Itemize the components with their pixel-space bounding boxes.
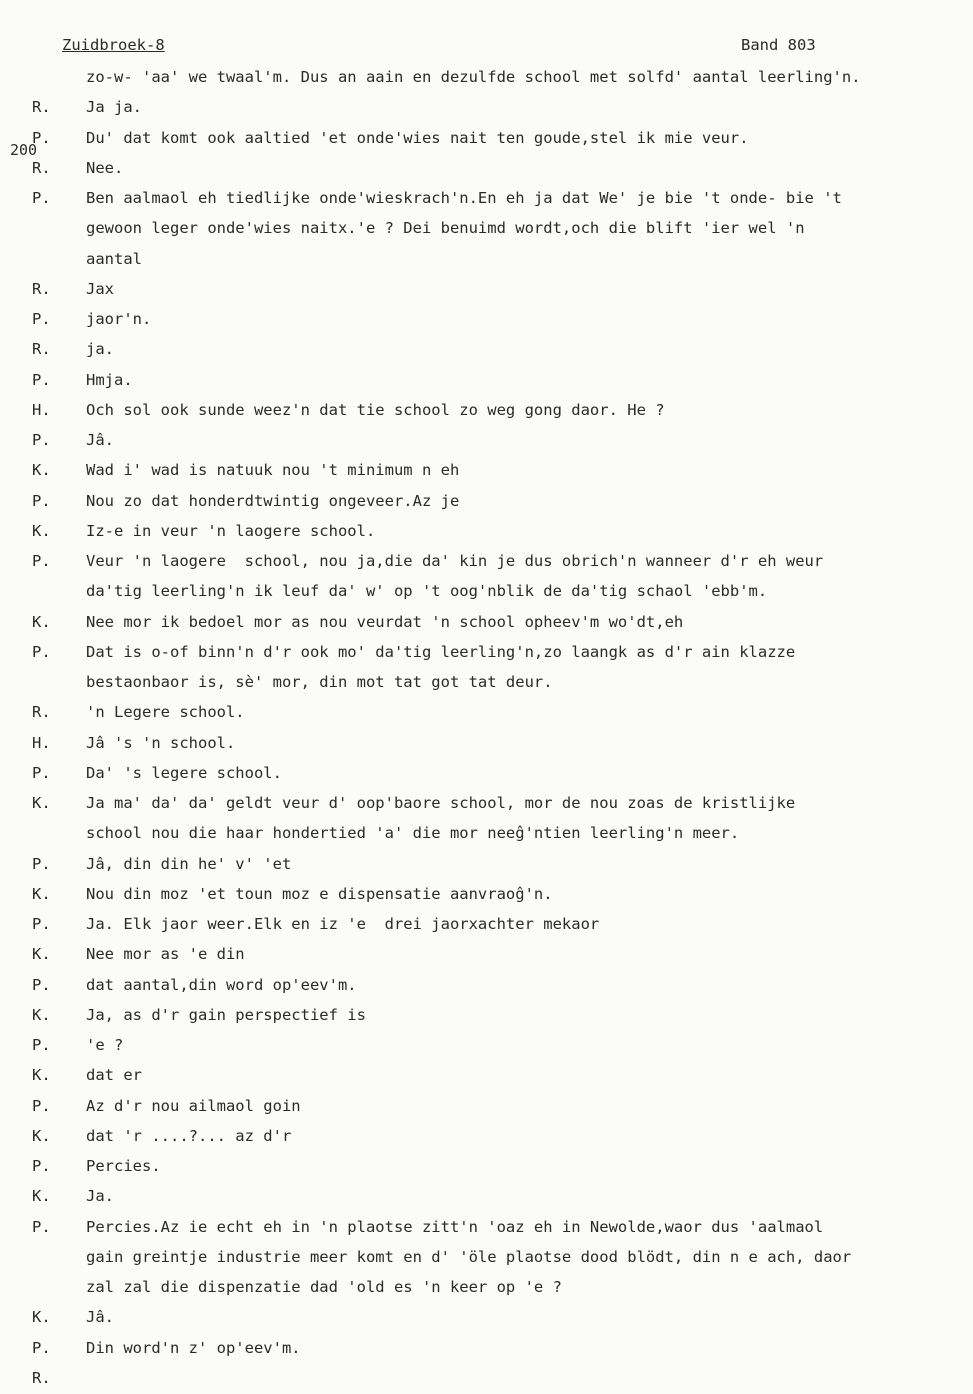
- speaker-label: K.: [32, 521, 51, 540]
- speaker-label: P.: [32, 1096, 51, 1115]
- speaker-label: K.: [32, 945, 51, 964]
- utterance-text: Nee mor as 'e din: [86, 945, 245, 964]
- speaker-label: P.: [32, 370, 51, 389]
- transcript-line: [0, 183, 973, 213]
- transcript-line: [0, 92, 973, 122]
- transcript-line: [0, 849, 973, 879]
- margin-number: 200: [10, 141, 38, 159]
- transcript-line: [0, 607, 973, 637]
- speaker-label: H.: [32, 733, 51, 752]
- transcript-line: [0, 395, 973, 425]
- transcript-line: [0, 939, 973, 969]
- speaker-label: R.: [32, 340, 51, 359]
- speaker-label: R.: [32, 98, 51, 117]
- utterance-text: Nou zo dat honderdtwintig ongeveer.Az je: [86, 491, 460, 510]
- speaker-label: P.: [32, 1157, 51, 1175]
- utterance-text: Och sol ook sunde weez'n dat tie school zo weg gong daor. He ?: [86, 400, 665, 419]
- utterance-text: dat er: [86, 1066, 142, 1085]
- speaker-label: R.: [32, 1368, 51, 1387]
- transcript-line: [0, 758, 973, 788]
- utterance-text: 'n Legere school.: [86, 703, 245, 722]
- speaker-label: P.: [32, 431, 51, 449]
- transcript-line: [0, 244, 973, 274]
- utterance-text: Veur 'n laogere school, nou ja,die da' kin je dus obrich'n wanneer d'r eh weur: [86, 552, 824, 570]
- transcript-line: [0, 1272, 973, 1302]
- utterance-text: Nee mor ik bedoel mor as nou veurdat 'n school opheev'm wo'dt,eh: [86, 612, 684, 631]
- transcript-line: [0, 1030, 973, 1060]
- utterance-text: zal zal die dispenzatie dad 'old es 'n keer op 'e ?: [86, 1278, 562, 1296]
- transcript-line: [0, 1242, 973, 1272]
- utterance-text: Ja ja.: [86, 98, 142, 117]
- speaker-label: R.: [32, 158, 51, 177]
- utterance-text: school nou die haar hondertied 'a' die mor neeĝ'ntien leerling'n meer.: [86, 824, 740, 843]
- transcript-line: [0, 516, 973, 546]
- utterance-text: Iz-e in veur 'n laogere school.: [86, 521, 376, 540]
- utterance-text: Az d'r nou ailmaol goin: [86, 1096, 301, 1115]
- transcript-line: [0, 1181, 973, 1211]
- transcript-line: [0, 970, 973, 1000]
- speaker-label: K.: [32, 461, 51, 480]
- transcript-line: [0, 425, 973, 455]
- speaker-label: P.: [32, 189, 51, 207]
- transcript-line: [0, 697, 973, 727]
- speaker-label: P.: [32, 975, 51, 994]
- speaker-label: K.: [32, 1066, 51, 1085]
- utterance-text: aantal: [86, 249, 142, 268]
- transcript-line: [0, 1212, 973, 1242]
- page-header-right: Band 803: [741, 36, 816, 54]
- transcript-line: [0, 1000, 973, 1030]
- utterance-text: Wad i' wad is natuuk nou 't minimum n eh: [86, 461, 460, 480]
- transcript-line: [0, 123, 973, 153]
- utterance-text: zo-w- 'aa' we twaal'm. Dus an aain en dezulfde school met solfd' aantal leerling'n.: [86, 68, 861, 86]
- utterance-text: Ja ma' da' da' geldt veur d' oop'baore school, mor de nou zoas de kristlijke: [86, 794, 796, 812]
- transcript-line: [0, 1302, 973, 1332]
- speaker-label: P.: [32, 763, 51, 782]
- transcript-line: [0, 788, 973, 818]
- speaker-label: P.: [32, 552, 51, 570]
- speaker-label: P.: [32, 310, 51, 328]
- transcript: [0, 62, 973, 1393]
- transcript-line: [0, 1151, 973, 1181]
- speaker-label: P.: [32, 642, 51, 661]
- speaker-label: P.: [32, 1036, 51, 1054]
- speaker-label: P.: [32, 915, 51, 933]
- utterance-text: 'e ?: [86, 1036, 124, 1054]
- utterance-text: jaor'n.: [86, 310, 152, 328]
- speaker-label: K.: [32, 1126, 51, 1145]
- transcript-line: [0, 1060, 973, 1090]
- speaker-label: H.: [32, 400, 51, 419]
- transcript-line: [0, 667, 973, 697]
- transcript-line: [0, 546, 973, 576]
- transcript-line: [0, 909, 973, 939]
- utterance-text: Ja, as d'r gain perspectief is: [86, 1005, 366, 1024]
- transcript-line: [0, 1363, 973, 1393]
- speaker-label: P.: [32, 1338, 51, 1357]
- utterance-text: gain greintje industrie meer komt en d' 'öle plaotse dood blödt, din n e ach, daor: [86, 1247, 852, 1266]
- speaker-label: R.: [32, 703, 51, 722]
- speaker-label: P.: [32, 491, 51, 510]
- utterance-text: Hmja.: [86, 370, 133, 389]
- utterance-text: Percies.Az ie echt eh in 'n plaotse zitt'n 'oaz eh in Newolde,waor dus 'aalmaol: [86, 1217, 824, 1236]
- utterance-text: Nee.: [86, 158, 124, 177]
- utterance-text: Percies.: [86, 1157, 161, 1175]
- speaker-label: P.: [32, 128, 51, 147]
- utterance-text: Jax: [86, 279, 114, 298]
- transcript-line: [0, 365, 973, 395]
- speaker-label: K.: [32, 884, 51, 903]
- page-header-left: Zuidbroek-8: [62, 36, 165, 54]
- transcript-line: [0, 334, 973, 364]
- transcript-line: [0, 818, 973, 848]
- transcript-line: [0, 637, 973, 667]
- utterance-text: Jâ.: [86, 1308, 114, 1327]
- transcript-line: [0, 1333, 973, 1363]
- transcript-line: [0, 274, 973, 304]
- utterance-text: Din word'n z' op'eev'm.: [86, 1338, 301, 1357]
- utterance-text: dat 'r ....?... az d'r: [86, 1126, 292, 1145]
- transcript-line: [0, 1091, 973, 1121]
- transcript-line: [0, 62, 973, 92]
- utterance-text: dat aantal,din word op'eev'm.: [86, 975, 357, 994]
- utterance-text: Nou din moz 'et toun moz e dispensatie aanvraoĝ'n.: [86, 884, 553, 903]
- speaker-label: P.: [32, 1217, 51, 1236]
- utterance-text: Du' dat komt ook aaltied 'et onde'wies nait ten goude,stel ik mie veur.: [86, 128, 749, 147]
- utterance-text: Ja. Elk jaor weer.Elk en iz 'e drei jaorxachter mekaor: [86, 915, 600, 933]
- transcript-line: [0, 153, 973, 183]
- utterance-text: Jâ 's 'n school.: [86, 733, 236, 752]
- transcript-line: [0, 455, 973, 485]
- transcript-line: [0, 213, 973, 243]
- transcript-line: [0, 486, 973, 516]
- transcript-line: [0, 1121, 973, 1151]
- speaker-label: K.: [32, 1308, 51, 1327]
- utterance-text: Ja.: [86, 1187, 114, 1206]
- speaker-label: R.: [32, 279, 51, 298]
- transcript-line: [0, 879, 973, 909]
- speaker-label: P.: [32, 854, 51, 873]
- speaker-label: K.: [32, 794, 51, 812]
- utterance-text: Jâ.: [86, 431, 114, 449]
- utterance-text: Dat is o-of binn'n d'r ook mo' da'tig leerling'n,zo laangk as d'r ain klazze: [86, 642, 796, 661]
- transcript-line: [0, 304, 973, 334]
- utterance-text: Jâ, din din he' v' 'et: [86, 854, 292, 873]
- transcript-line: [0, 576, 973, 606]
- utterance-text: Da' 's legere school.: [86, 763, 282, 782]
- utterance-text: Ben aalmaol eh tiedlijke onde'wieskrach'n.En eh ja dat We' je bie 't onde- bie 't: [86, 189, 842, 207]
- speaker-label: K.: [32, 612, 51, 631]
- transcript-line: [0, 728, 973, 758]
- speaker-label: K.: [32, 1005, 51, 1024]
- speaker-label: K.: [32, 1187, 51, 1206]
- utterance-text: gewoon leger onde'wies naitx.'e ? Dei benuimd wordt,och die blift 'ier wel 'n: [86, 219, 805, 238]
- utterance-text: da'tig leerling'n ik leuf da' w' op 't oog'nblik de da'tig schaol 'ebb'm.: [86, 582, 768, 601]
- utterance-text: ja.: [86, 340, 114, 359]
- utterance-text: bestaonbaor is, sè' mor, din mot tat got tat deur.: [86, 673, 553, 691]
